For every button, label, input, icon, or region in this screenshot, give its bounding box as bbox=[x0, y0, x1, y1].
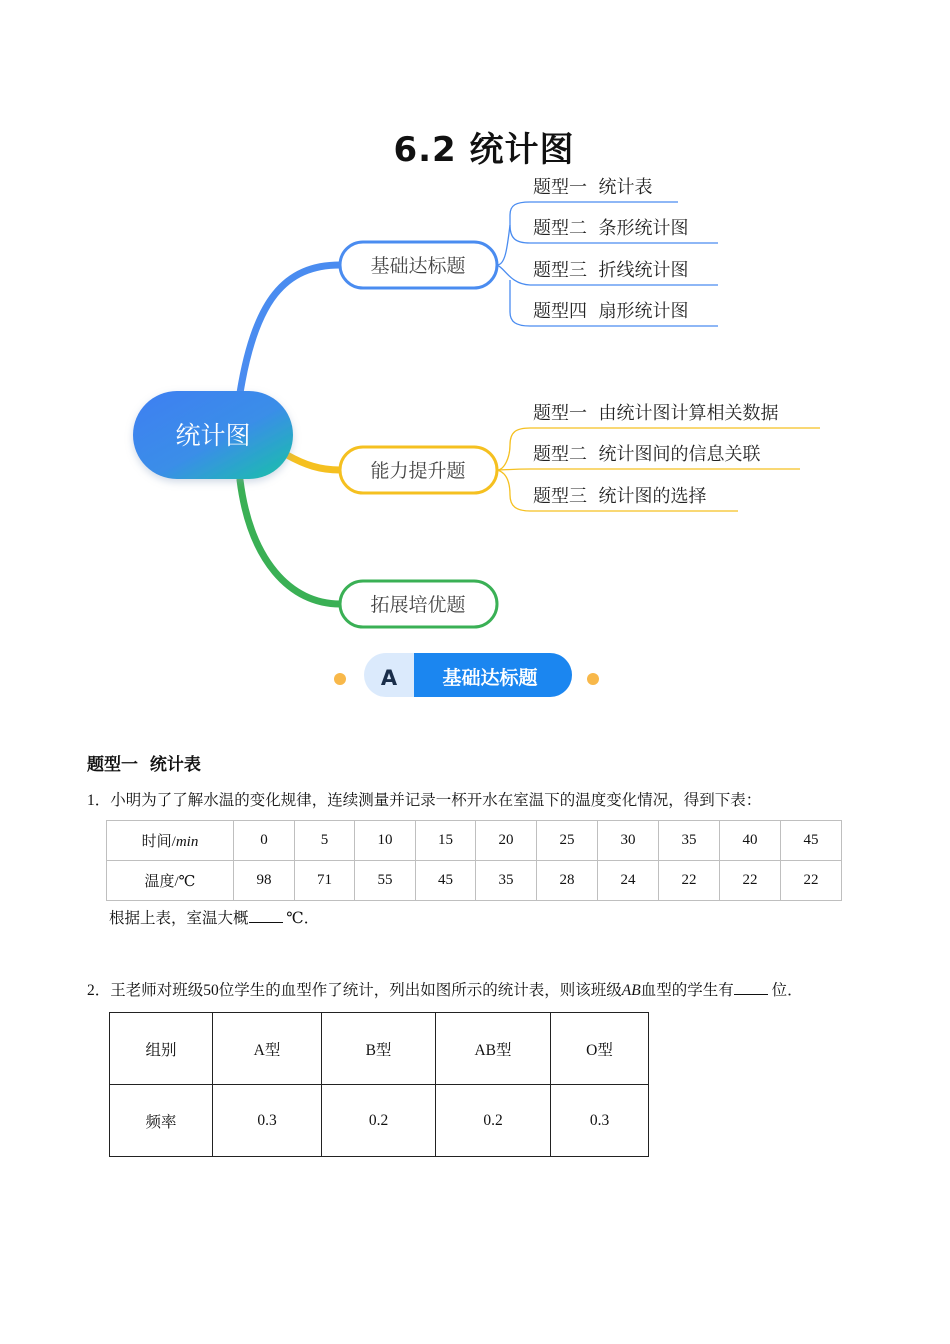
table-row bbox=[107, 821, 842, 861]
table-cell: 28 bbox=[537, 861, 598, 901]
table-cell: 45 bbox=[416, 861, 476, 901]
leaf-ability-2: 题型二 统计图间的信息关联 bbox=[533, 444, 761, 465]
blood-type-table bbox=[109, 1012, 649, 1157]
branch-node-extend-label: 拓展培优题 bbox=[370, 594, 466, 616]
page-title: 6.2 统计图 bbox=[393, 130, 575, 170]
table-row bbox=[110, 1013, 649, 1085]
branch-line-basic bbox=[240, 265, 340, 393]
table-cell: 98 bbox=[234, 861, 295, 901]
table-cell: 24 bbox=[598, 861, 659, 901]
center-node-label: 统计图 bbox=[175, 421, 251, 450]
table-cell: 0.3 bbox=[551, 1085, 649, 1157]
table-cell: 5 bbox=[295, 821, 355, 861]
table-cell: 15 bbox=[416, 821, 476, 861]
leaf-ability-3: 题型三 统计图的选择 bbox=[533, 486, 707, 507]
mind-map bbox=[0, 0, 950, 650]
table-cell: 0.2 bbox=[436, 1085, 551, 1157]
table-cell: 22 bbox=[720, 861, 781, 901]
table-cell: 45 bbox=[781, 821, 842, 861]
branch-node-ability-label: 能力提升题 bbox=[370, 460, 466, 482]
leaf-basic-1: 题型一 统计表 bbox=[533, 177, 653, 198]
leaf-basic-4: 题型四 扇形统计图 bbox=[533, 301, 689, 322]
row-label-time: 时间/min bbox=[107, 821, 234, 861]
table-cell: 35 bbox=[476, 861, 537, 901]
table-cell: 0 bbox=[234, 821, 295, 861]
row-label-temp: 温度/℃ bbox=[107, 861, 234, 901]
table-cell: 71 bbox=[295, 861, 355, 901]
table-cell: 0.2 bbox=[322, 1085, 436, 1157]
question-1-follow: 根据上表，室温大概 ℃． bbox=[109, 910, 320, 927]
answer-blank[interactable] bbox=[734, 980, 768, 995]
branch-node-basic-label: 基础达标题 bbox=[370, 255, 466, 277]
table-header: A型 bbox=[213, 1013, 322, 1085]
table-cell: 30 bbox=[598, 821, 659, 861]
table-cell: 22 bbox=[659, 861, 720, 901]
table-row bbox=[107, 861, 842, 901]
table-header: O型 bbox=[551, 1013, 649, 1085]
temperature-table bbox=[106, 820, 842, 901]
answer-blank[interactable] bbox=[249, 908, 283, 923]
table-cell: 0.3 bbox=[213, 1085, 322, 1157]
table-cell: 22 bbox=[781, 861, 842, 901]
table-cell: 25 bbox=[537, 821, 598, 861]
table-cell: 10 bbox=[355, 821, 416, 861]
section-banner bbox=[250, 650, 690, 706]
question-1-text: 1．小明为了了解水温的变化规律，连续测量并记录一杯开水在室温下的温度变化情况，得到下表： bbox=[87, 792, 762, 809]
banner-label: 基础达标题 bbox=[442, 667, 538, 689]
leaf-basic-3: 题型三 折线统计图 bbox=[533, 260, 689, 281]
branch-line-extend bbox=[240, 480, 340, 604]
table-cell: 40 bbox=[720, 821, 781, 861]
table-row bbox=[110, 1085, 649, 1157]
question-2-text: 2．王老师对班级50位学生的血型作了统计，列出如图所示的统计表，则该班级AB血型的学生有 位． bbox=[87, 982, 803, 999]
leaf-ability-1: 题型一 由统计图计算相关数据 bbox=[533, 403, 779, 424]
table-header: AB型 bbox=[436, 1013, 551, 1085]
table-header: B型 bbox=[322, 1013, 436, 1085]
table-cell: 35 bbox=[659, 821, 720, 861]
section-heading: 题型一 统计表 bbox=[87, 755, 201, 775]
table-cell: 20 bbox=[476, 821, 537, 861]
banner-letter: A bbox=[380, 666, 398, 690]
table-header: 组别 bbox=[110, 1013, 213, 1085]
leaf-basic-2: 题型二 条形统计图 bbox=[533, 218, 689, 239]
table-cell: 频率 bbox=[110, 1085, 213, 1157]
table-cell: 55 bbox=[355, 861, 416, 901]
branch-line-ability bbox=[287, 455, 340, 470]
